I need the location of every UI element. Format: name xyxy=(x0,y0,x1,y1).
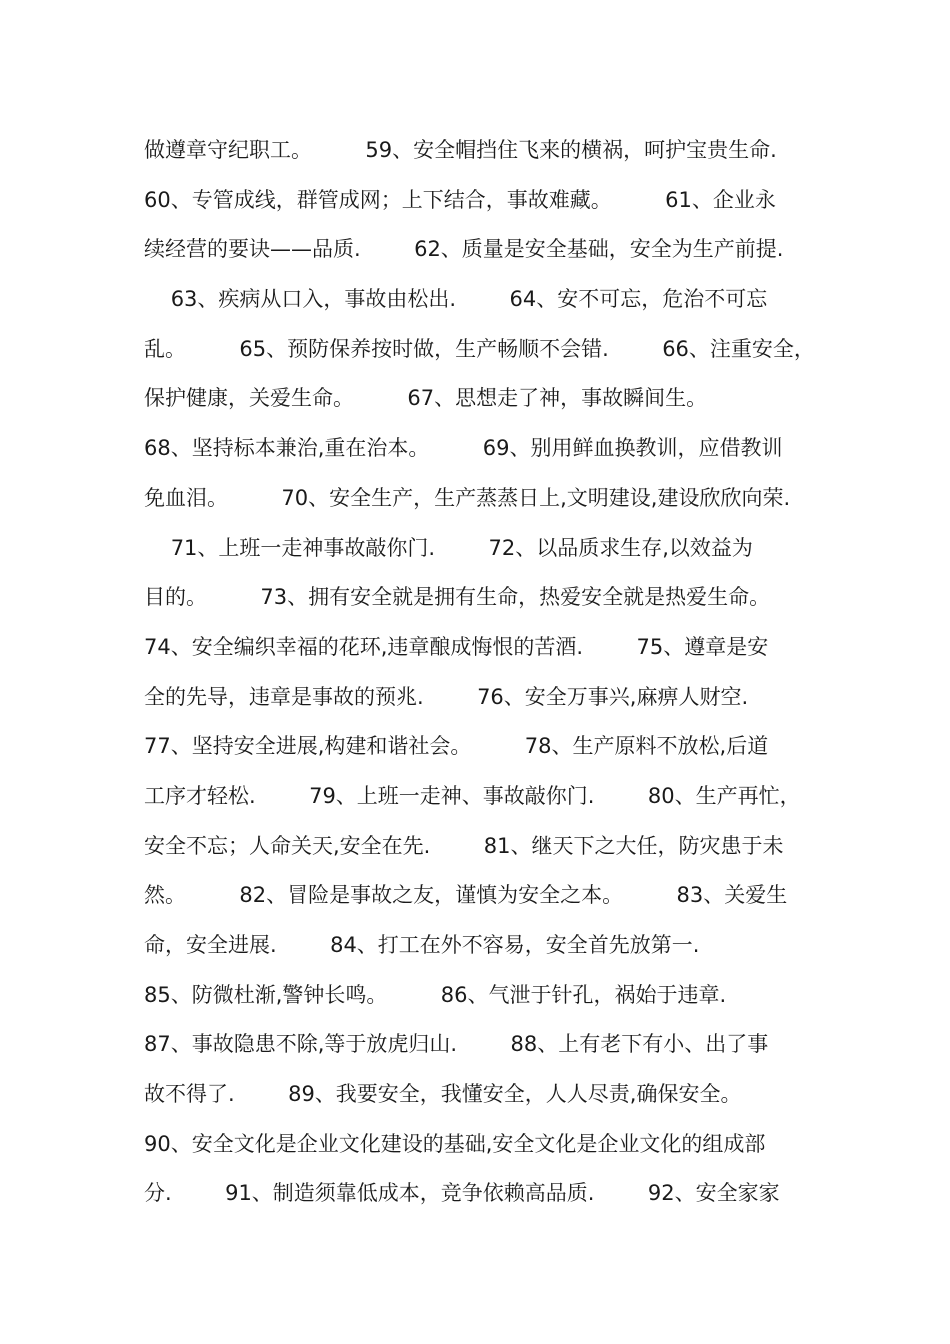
text-line: 60、专管成线，群管成网；上下结合，事故难藏。 61、企业永 xyxy=(144,187,776,212)
text-line: 命，安全进展. 84、打工在外不容易，安全首先放第一. xyxy=(144,933,700,957)
body-text xyxy=(144,126,824,1219)
text-line: 续经营的要诀——品质. 62、质量是安全基础，安全为生产前提. xyxy=(144,237,784,262)
text-line: 分. 91、制造须靠低成本，竞争依赖高品质. 92、安全家家 xyxy=(144,1181,780,1206)
text-line: 安全不忘；人命关天,安全在先. 81、继天下之大任，防灾患于未 xyxy=(144,833,784,858)
text-line: 77、坚持安全进展,构建和谐社会。 78、生产原料不放松,后道 xyxy=(144,734,769,759)
text-line: 90、安全文化是企业文化建设的基础,安全文化是企业文化的组成部 xyxy=(144,1131,766,1156)
text-line: 87、事故隐患不除,等于放虎归山. 88、上有老下有小、出了事 xyxy=(144,1032,769,1057)
text-line: 工序才轻松. 79、上班一走神、事故敲你门. 80、生产再忙， xyxy=(144,783,801,808)
text-line: 68、坚持标本兼治,重在治本。 69、别用鲜血换教训，应借教训 xyxy=(144,436,783,461)
text-line: 故不得了. 89、我要安全，我懂安全，人人尽责,确保安全。 xyxy=(144,1082,742,1107)
text-line: 全的先导，违章是事故的预兆. 76、安全万事兴,麻痹人财空. xyxy=(144,684,749,709)
text-line: 乱。 65、预防保养按时做，生产畅顺不会错. 66、注重安全， xyxy=(144,336,815,361)
text-line: 免血泪。 70、安全生产，生产蒸蒸日上,文明建设,建设欣欣向荣. xyxy=(144,485,791,510)
text-line: 71、上班一走神事故敲你门. 72、以品质求生存,以效益为 xyxy=(144,535,753,560)
text-line: 63、疾病从口入，事故由松出. 64、安不可忘，危治不可忘 xyxy=(144,287,768,312)
text-line: 做遵章守纪职工。 59、安全帽挡住飞来的横祸，呵护宝贵生命. xyxy=(144,138,777,162)
text-line: 保护健康，关爱生命。 67、思想走了神，事故瞬间生。 xyxy=(144,386,708,411)
text-line: 85、防微杜渐,警钟长鸣。 86、气泄于针孔，祸始于违章. xyxy=(144,982,727,1007)
text-line: 然。 82、冒险是事故之友，谨慎为安全之本。 83、关爱生 xyxy=(144,883,788,908)
text-line: 74、安全编织幸福的花环,违章酿成悔恨的苦酒. 75、遵章是安 xyxy=(144,634,769,659)
text-line: 目的。 73、拥有安全就是拥有生命，热爱安全就是热爱生命。 xyxy=(144,585,771,610)
